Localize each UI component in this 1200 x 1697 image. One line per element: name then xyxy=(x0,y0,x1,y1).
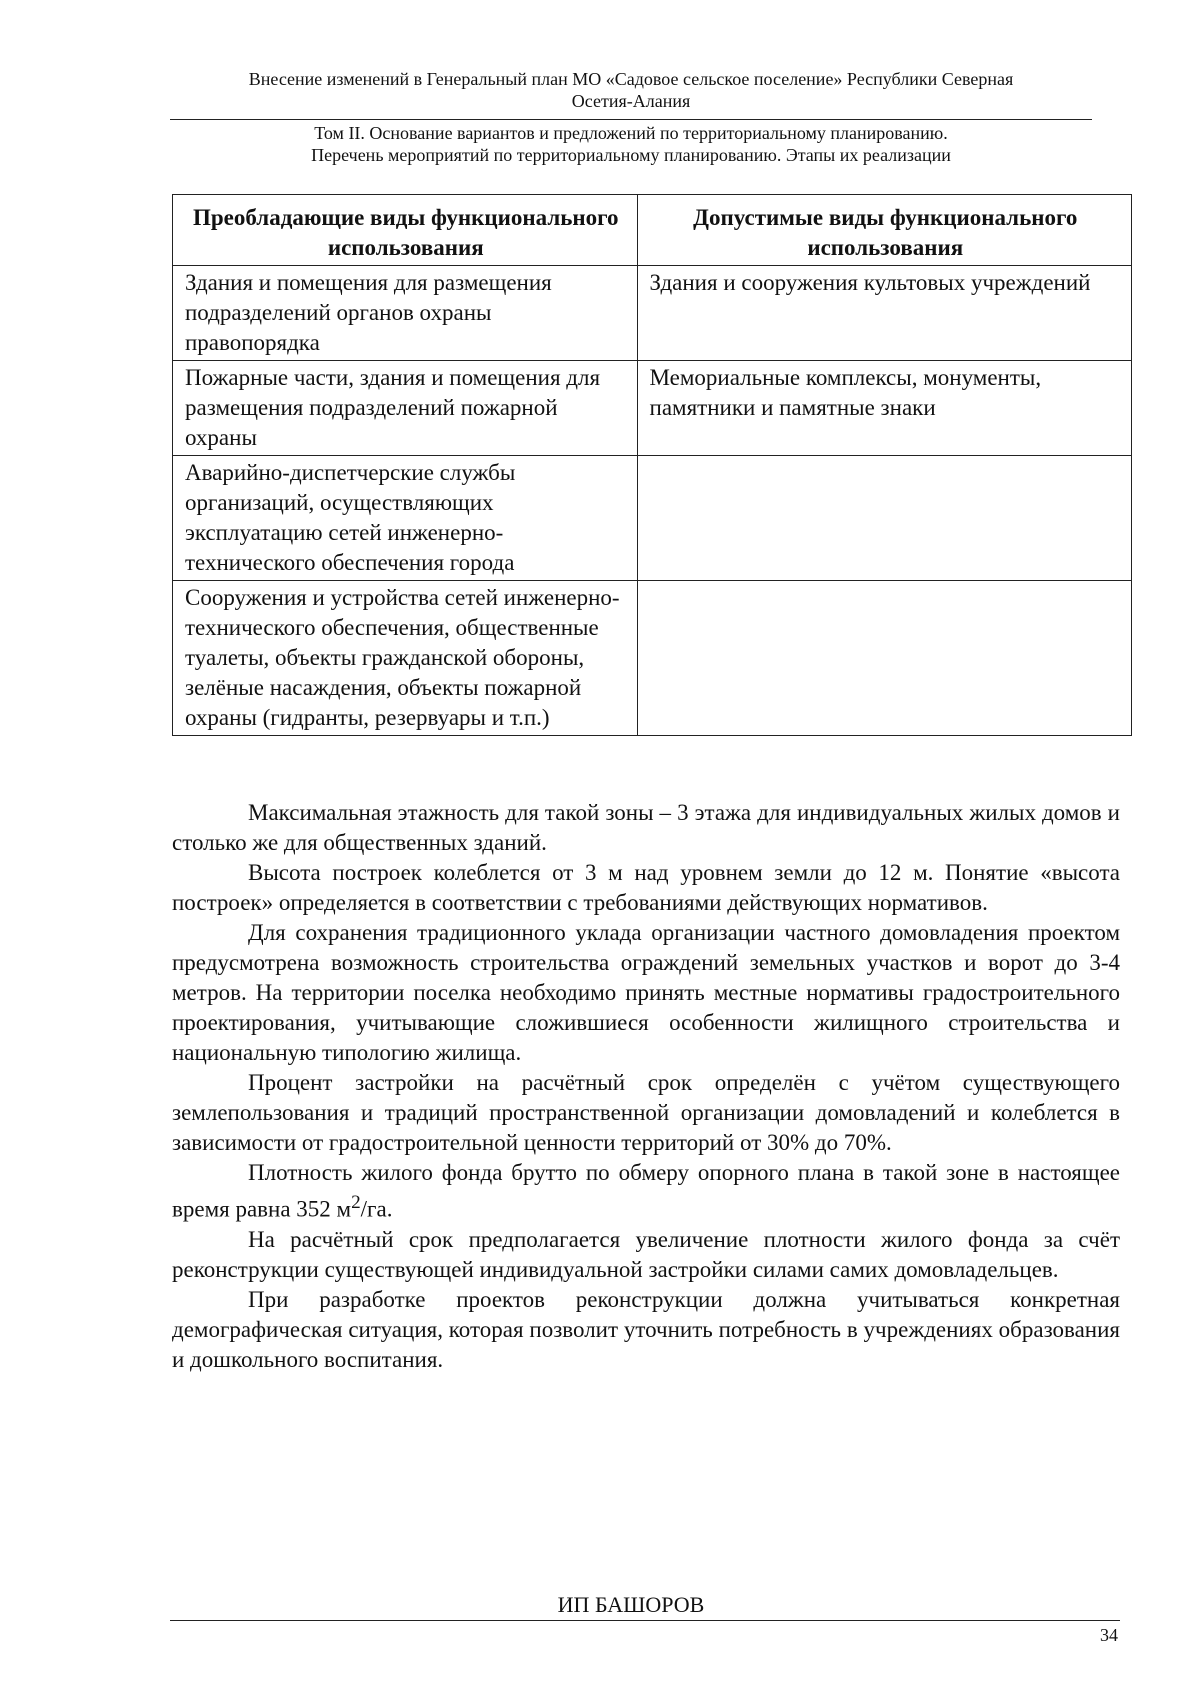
header-volume-line2: Перечень мероприятий по территориальному планированию. Этапы их реализации xyxy=(311,145,951,165)
table-row xyxy=(173,581,1132,736)
table-cell: Мемориальные комплексы, монументы, памятники и памятные знаки xyxy=(637,361,1131,456)
paragraph-density-increase: На расчётный срок предполагается увеличение плотности жилого фонда за счёт реконструкции существующей индивидуальной застройки силами самих домовладельцев. xyxy=(172,1226,1120,1282)
density-unit-suffix: /га. xyxy=(360,1196,393,1222)
body-text xyxy=(172,798,1120,1375)
table-header-permitted: Допустимые виды функционального использования xyxy=(637,195,1131,266)
table-row xyxy=(173,266,1132,361)
paragraph-reconstruction: При разработке проектов реконструкции должна учитываться конкретная демографическая ситуация, которая позволит уточнить потребность в учреждениях образования и дошкольного воспитания. xyxy=(172,1286,1120,1372)
footer-divider xyxy=(170,1620,1120,1621)
density-text: Плотность жилого фонда брутто по обмеру опорного плана в такой зоне в настоящее время равна 352 м xyxy=(172,1160,1120,1222)
table-cell: Здания и помещения для размещения подразделений органов охраны правопорядка xyxy=(173,266,638,361)
density-unit-superscript: 2 xyxy=(351,1192,361,1213)
table-cell: Пожарные части, здания и помещения для размещения подразделений пожарной охраны xyxy=(173,361,638,456)
table-header-predominant: Преобладающие виды функционального использования xyxy=(173,195,638,266)
table-header-row xyxy=(173,195,1132,266)
page-number: 34 xyxy=(1100,1625,1118,1645)
table-cell: Аварийно-диспетчерские службы организаций, осуществляющих эксплуатацию сетей инженерно-технического обеспечения города xyxy=(173,456,638,581)
document-header xyxy=(170,68,1092,112)
paragraph-build-percent: Процент застройки на расчётный срок определён с учётом существующего землепользования и традиций пространственной организации домовладений и колеблется в зависимости от градостроительной ценности территорий от 30% до 70%. xyxy=(172,1070,1120,1155)
table-cell xyxy=(637,581,1131,736)
footer-company: ИП БАШОРОВ xyxy=(557,1592,705,1617)
document-subheader xyxy=(170,122,1092,166)
paragraph-building-height: Высота построек колеблется от 3 м над уровнем земли до 12 м. Понятие «высота построек» определяется в соответствии с требованиями действующих нормативов. xyxy=(172,860,1120,915)
paragraph-housing-density xyxy=(172,1158,1120,1225)
header-title-line1: Внесение изменений в Генеральный план МО «Садовое сельское поселение» Республики Северная xyxy=(248,69,1014,89)
table-cell: Сооружения и устройства сетей инженерно-технического обеспечения, общественные туалеты, объекты гражданской обороны, зелёные насаждения, объекты пожарной охраны (гидранты, резервуары и т.п.) xyxy=(173,581,638,736)
functional-use-table xyxy=(172,194,1132,736)
table-row xyxy=(173,456,1132,581)
header-divider xyxy=(170,119,1092,120)
table-cell: Здания и сооружения культовых учреждений xyxy=(637,266,1131,361)
header-title-line2: Осетия-Алания xyxy=(571,91,691,111)
header-volume-line1: Том II. Основание вариантов и предложений по территориальному планированию. xyxy=(314,123,948,143)
table-row xyxy=(173,361,1132,456)
paragraph-fencing: Для сохранения традиционного уклада организации частного домовладения проектом предусмотрена возможность строительства ограждений земельных участков и ворот до 3-4 метров. На территории поселка необходимо принять местные нормативы градостроительного проектирования, учитывающие сложившиеся особенности жилищного строительства и национальную типологию жилища. xyxy=(172,920,1120,1065)
paragraph-max-floors: Максимальная этажность для такой зоны – 3 этажа для индивидуальных жилых домов и столько же для общественных зданий. xyxy=(172,800,1120,855)
table-cell xyxy=(637,456,1131,581)
